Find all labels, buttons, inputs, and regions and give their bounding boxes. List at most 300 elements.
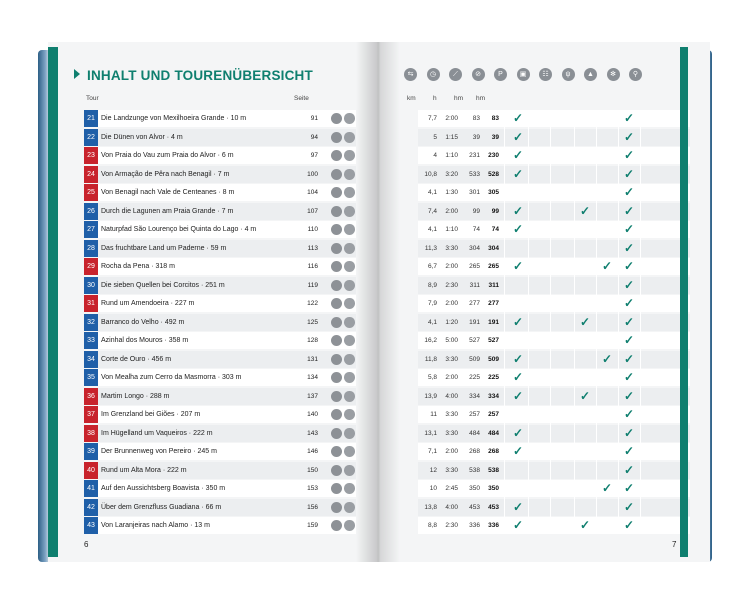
cell-km: 13,8 bbox=[424, 503, 437, 511]
cell-h: 1:30 bbox=[445, 189, 458, 196]
suitability-icon bbox=[344, 298, 355, 309]
cell-km: 4 bbox=[433, 152, 437, 159]
table-row bbox=[418, 295, 690, 312]
check-mark: ✓ bbox=[513, 111, 524, 125]
tour-number: 33 bbox=[84, 332, 98, 349]
cell-km: 4,1 bbox=[427, 189, 437, 196]
column-separator bbox=[504, 110, 505, 518]
tour-name: Von Mealha zum Cerro da Masmorra · 303 m bbox=[101, 374, 242, 381]
tour-number: 26 bbox=[84, 203, 98, 220]
difficulty-icon bbox=[331, 150, 342, 161]
table-row bbox=[418, 203, 690, 220]
check-mark: ✓ bbox=[580, 388, 591, 403]
tour-page: 134 bbox=[307, 374, 318, 381]
column-separator bbox=[596, 110, 597, 518]
table-row bbox=[84, 480, 356, 497]
cell-hm2: 538 bbox=[488, 466, 499, 474]
cell-hm2: 350 bbox=[488, 485, 499, 492]
cell-h: 1:15 bbox=[445, 133, 458, 141]
cell-km: 4,1 bbox=[427, 318, 437, 326]
tour-name: Von Laranjeiras nach Alamo · 13 m bbox=[101, 522, 210, 529]
tour-name: Von Praia do Vau zum Praia do Alvor · 6 m bbox=[101, 152, 234, 159]
table-row bbox=[84, 184, 356, 201]
tour-page: 110 bbox=[307, 226, 318, 233]
cell-h: 3:30 bbox=[445, 355, 458, 363]
check-mark: ✓ bbox=[602, 259, 613, 273]
cell-h: 3:30 bbox=[445, 411, 458, 418]
tour-number: 40 bbox=[84, 462, 98, 479]
cell-km: 6,7 bbox=[427, 263, 437, 270]
check-mark: ✓ bbox=[513, 351, 524, 366]
cell-hm2: 83 bbox=[491, 115, 499, 122]
table-row bbox=[84, 406, 356, 423]
cell-hm1: 225 bbox=[469, 374, 480, 381]
header-tour: Tour bbox=[86, 95, 99, 102]
cell-h: 1:10 bbox=[445, 226, 458, 233]
suitability-icon bbox=[344, 520, 355, 531]
tour-name: Corte de Ouro · 456 m bbox=[101, 355, 172, 363]
table-row bbox=[418, 499, 690, 516]
difficulty-icon bbox=[331, 243, 342, 254]
tour-name: Die Dünen von Alvor · 4 m bbox=[101, 133, 183, 141]
table-row bbox=[418, 443, 690, 460]
difficulty-icon bbox=[331, 113, 342, 124]
cell-km: 8,9 bbox=[427, 281, 437, 289]
difficulty-icon bbox=[331, 335, 342, 346]
cell-hm1: 191 bbox=[469, 318, 480, 326]
cell-km: 11,8 bbox=[424, 355, 437, 363]
cell-km: 7,4 bbox=[427, 207, 437, 215]
cell-hm1: 231 bbox=[469, 152, 480, 159]
tour-name: Die sieben Quellen bei Corcitos · 251 m bbox=[101, 281, 225, 289]
snowflake-icon: ✻ bbox=[607, 68, 620, 81]
tour-number: 36 bbox=[84, 388, 98, 405]
check-mark: ✓ bbox=[624, 111, 635, 125]
difficulty-icon bbox=[331, 132, 342, 143]
page-number-right: 7 bbox=[672, 540, 677, 549]
check-mark: ✓ bbox=[580, 518, 591, 532]
cell-hm1: 336 bbox=[469, 522, 480, 529]
cell-h: 2:00 bbox=[445, 115, 458, 122]
check-mark: ✓ bbox=[624, 277, 635, 292]
cell-hm2: 265 bbox=[488, 263, 499, 270]
cell-hm1: 301 bbox=[469, 189, 480, 196]
suitability-icon bbox=[344, 372, 355, 383]
difficulty-icon bbox=[331, 465, 342, 476]
cell-hm1: 277 bbox=[469, 300, 480, 307]
tour-page: 137 bbox=[307, 392, 318, 400]
cell-hm1: 304 bbox=[469, 244, 480, 252]
cell-km: 5 bbox=[433, 133, 437, 141]
tour-number: 22 bbox=[84, 129, 98, 146]
tour-name: Rund um Alta Mora · 222 m bbox=[101, 466, 187, 474]
table-row bbox=[84, 388, 356, 405]
check-mark: ✓ bbox=[624, 296, 635, 310]
bicycle-icon: ⚲ bbox=[629, 68, 642, 81]
header-h: h bbox=[433, 95, 437, 102]
difficulty-icon bbox=[331, 520, 342, 531]
check-mark: ✓ bbox=[513, 314, 524, 329]
table-row bbox=[84, 332, 356, 349]
tour-page: 153 bbox=[307, 485, 318, 492]
open-book bbox=[38, 42, 712, 570]
tour-page: 150 bbox=[307, 466, 318, 474]
difficulty-icon bbox=[331, 409, 342, 420]
cell-km: 16,2 bbox=[424, 337, 437, 344]
tour-page: 104 bbox=[307, 189, 318, 196]
tour-number: 42 bbox=[84, 499, 98, 516]
table-row bbox=[84, 258, 356, 275]
tour-number: 25 bbox=[84, 184, 98, 201]
cell-h: 1:10 bbox=[445, 152, 458, 159]
table-row bbox=[418, 110, 690, 127]
suitability-icon bbox=[344, 483, 355, 494]
cell-hm2: 268 bbox=[488, 448, 499, 455]
tour-page: 91 bbox=[310, 115, 318, 122]
suitability-icon bbox=[344, 150, 355, 161]
tour-page: 113 bbox=[307, 244, 318, 252]
tour-name: Von Armação de Pêra nach Benagil · 7 m bbox=[101, 170, 230, 178]
difficulty-icon bbox=[331, 428, 342, 439]
cell-hm2: 39 bbox=[491, 133, 499, 141]
table-row bbox=[84, 443, 356, 460]
check-mark: ✓ bbox=[513, 166, 524, 181]
check-mark: ✓ bbox=[624, 444, 635, 458]
cell-hm1: 257 bbox=[469, 411, 480, 418]
tour-name: Barranco do Velho · 492 m bbox=[101, 318, 185, 326]
tour-number: 43 bbox=[84, 517, 98, 534]
cell-km: 12 bbox=[429, 466, 437, 474]
check-mark: ✓ bbox=[624, 259, 635, 273]
cell-h: 1:20 bbox=[445, 318, 458, 326]
cell-km: 7,9 bbox=[427, 300, 437, 307]
cell-hm2: 191 bbox=[488, 318, 499, 326]
check-mark: ✓ bbox=[624, 203, 635, 218]
header-hm2: hm bbox=[476, 95, 486, 102]
cell-hm2: 304 bbox=[488, 244, 499, 252]
check-mark: ✓ bbox=[624, 388, 635, 403]
table-row bbox=[418, 425, 690, 442]
signpost-icon: ⇆ bbox=[404, 68, 417, 81]
table-row bbox=[418, 240, 690, 257]
table-row bbox=[418, 406, 690, 423]
header-seite: Seite bbox=[294, 95, 309, 102]
tour-page: 143 bbox=[307, 429, 318, 437]
tour-number: 38 bbox=[84, 425, 98, 442]
difficulty-icon bbox=[331, 298, 342, 309]
suitability-icon bbox=[344, 206, 355, 217]
check-mark: ✓ bbox=[624, 314, 635, 329]
suitability-icon bbox=[344, 465, 355, 476]
check-mark: ✓ bbox=[513, 222, 524, 236]
tour-page: 100 bbox=[307, 170, 318, 178]
table-row bbox=[418, 258, 690, 275]
difficulty-icon bbox=[331, 354, 342, 365]
suitability-icon bbox=[344, 354, 355, 365]
tour-page: 107 bbox=[307, 207, 318, 215]
check-mark: ✓ bbox=[624, 407, 635, 421]
table-row bbox=[418, 480, 690, 497]
check-mark: ✓ bbox=[624, 462, 635, 477]
cell-hm1: 527 bbox=[469, 337, 480, 344]
tour-page: 119 bbox=[307, 281, 318, 289]
check-mark: ✓ bbox=[624, 518, 635, 532]
tour-page: 94 bbox=[310, 133, 318, 141]
suitability-icon bbox=[344, 224, 355, 235]
cell-h: 3:30 bbox=[445, 429, 458, 437]
page-title bbox=[74, 68, 313, 83]
check-mark: ✓ bbox=[513, 444, 524, 458]
tour-number: 23 bbox=[84, 147, 98, 164]
cell-km: 10 bbox=[429, 485, 437, 492]
header-km: km bbox=[407, 95, 416, 102]
table-row bbox=[84, 499, 356, 516]
table-row bbox=[84, 295, 356, 312]
check-mark: ✓ bbox=[624, 370, 635, 384]
tour-number: 21 bbox=[84, 110, 98, 127]
difficulty-icon bbox=[331, 372, 342, 383]
cell-hm2: 453 bbox=[488, 503, 499, 511]
cell-h: 3:30 bbox=[445, 244, 458, 252]
green-edge-bar-right bbox=[680, 47, 688, 557]
cell-hm1: 453 bbox=[469, 503, 480, 511]
cell-h: 2:00 bbox=[445, 207, 458, 215]
check-mark: ✓ bbox=[602, 481, 613, 495]
check-mark: ✓ bbox=[513, 129, 524, 144]
cell-hm2: 277 bbox=[488, 300, 499, 307]
tour-number: 24 bbox=[84, 166, 98, 183]
clock-icon: ◷ bbox=[427, 68, 440, 81]
check-mark: ✓ bbox=[624, 481, 635, 495]
suitability-icon bbox=[344, 187, 355, 198]
difficulty-icon bbox=[331, 317, 342, 328]
tour-page: 146 bbox=[307, 448, 318, 455]
cell-km: 13,9 bbox=[424, 392, 437, 400]
tour-name: Über dem Grenzfluss Guadiana · 66 m bbox=[101, 503, 222, 511]
cell-h: 3:20 bbox=[445, 170, 458, 178]
check-mark: ✓ bbox=[513, 370, 524, 384]
cell-hm1: 533 bbox=[469, 170, 480, 178]
tour-name: Im Hügelland um Vaqueiros · 222 m bbox=[101, 429, 213, 437]
right-page bbox=[378, 42, 710, 562]
summit-icon: ▲ bbox=[584, 68, 597, 81]
difficulty-icon bbox=[331, 280, 342, 291]
column-separator bbox=[550, 110, 551, 518]
table-row bbox=[418, 351, 690, 368]
cell-hm1: 39 bbox=[472, 133, 480, 141]
check-mark: ✓ bbox=[513, 388, 524, 403]
tour-page: 159 bbox=[307, 522, 318, 529]
check-mark: ✓ bbox=[624, 425, 635, 440]
cell-hm1: 311 bbox=[469, 281, 480, 289]
table-row bbox=[84, 129, 356, 146]
table-row bbox=[418, 147, 690, 164]
tour-number: 30 bbox=[84, 277, 98, 294]
tour-page: 116 bbox=[307, 263, 318, 270]
title-arrow-icon bbox=[74, 69, 80, 79]
tour-name: Rocha da Pena · 318 m bbox=[101, 263, 175, 270]
cell-hm2: 527 bbox=[488, 337, 499, 344]
cell-hm2: 99 bbox=[491, 207, 499, 215]
suitability-icon bbox=[344, 132, 355, 143]
difficulty-icon bbox=[331, 187, 342, 198]
table-row bbox=[84, 277, 356, 294]
tour-number: 34 bbox=[84, 351, 98, 368]
cell-hm2: 305 bbox=[488, 189, 499, 196]
cell-h: 2:30 bbox=[445, 522, 458, 529]
table-row bbox=[84, 517, 356, 534]
cell-hm2: 311 bbox=[488, 281, 499, 289]
table-row bbox=[418, 221, 690, 238]
cell-hm2: 336 bbox=[488, 522, 499, 529]
page-number-left: 6 bbox=[84, 540, 89, 549]
cell-hm1: 334 bbox=[469, 392, 480, 400]
tour-name: Rund um Amendoeira · 227 m bbox=[101, 300, 195, 307]
column-separator bbox=[618, 110, 619, 518]
cell-hm1: 538 bbox=[469, 466, 480, 474]
check-mark: ✓ bbox=[580, 203, 591, 218]
check-mark: ✓ bbox=[624, 222, 635, 236]
check-mark: ✓ bbox=[580, 314, 591, 329]
cell-hm2: 257 bbox=[488, 411, 499, 418]
table-row bbox=[84, 203, 356, 220]
cell-h: 4:00 bbox=[445, 392, 458, 400]
tour-number: 27 bbox=[84, 221, 98, 238]
cell-hm2: 230 bbox=[488, 152, 499, 159]
suitability-icon bbox=[344, 113, 355, 124]
parking-icon: P bbox=[494, 68, 507, 81]
check-mark: ✓ bbox=[624, 148, 635, 162]
cell-km: 8,8 bbox=[427, 522, 437, 529]
no-bike-icon: ⊘ bbox=[472, 68, 485, 81]
table-row bbox=[84, 240, 356, 257]
table-row bbox=[84, 110, 356, 127]
difficulty-icon bbox=[331, 224, 342, 235]
cell-km: 5,8 bbox=[427, 374, 437, 381]
title-text: INHALT UND TOURENÜBERSICHT bbox=[87, 68, 313, 83]
suitability-icon bbox=[344, 317, 355, 328]
table-row bbox=[84, 462, 356, 479]
slope-icon: ⟋ bbox=[449, 68, 462, 81]
cell-km: 7,1 bbox=[427, 448, 437, 455]
suitability-icon bbox=[344, 335, 355, 346]
cell-hm2: 74 bbox=[491, 226, 499, 233]
check-mark: ✓ bbox=[513, 148, 524, 162]
table-row bbox=[418, 517, 690, 534]
tour-page: 156 bbox=[307, 503, 318, 511]
cell-hm1: 265 bbox=[469, 263, 480, 270]
difficulty-icon bbox=[331, 483, 342, 494]
table-row bbox=[418, 184, 690, 201]
column-separator bbox=[528, 110, 529, 518]
table-row bbox=[84, 314, 356, 331]
suitability-icon bbox=[344, 391, 355, 402]
check-mark: ✓ bbox=[513, 259, 524, 273]
cell-hm1: 268 bbox=[469, 448, 480, 455]
suitability-icon bbox=[344, 446, 355, 457]
cell-km: 10,8 bbox=[424, 170, 437, 178]
header-hm1: hm bbox=[454, 95, 464, 102]
cell-km: 7,7 bbox=[427, 115, 437, 122]
tour-name: Martim Longo · 288 m bbox=[101, 392, 170, 400]
suitability-icon bbox=[344, 502, 355, 513]
check-mark: ✓ bbox=[624, 333, 635, 347]
cell-hm2: 225 bbox=[488, 374, 499, 381]
check-mark: ✓ bbox=[624, 129, 635, 144]
suitability-icon bbox=[344, 169, 355, 180]
difficulty-icon bbox=[331, 391, 342, 402]
check-mark: ✓ bbox=[513, 203, 524, 218]
cell-h: 2:45 bbox=[445, 485, 458, 492]
tour-number: 28 bbox=[84, 240, 98, 257]
cell-hm1: 83 bbox=[472, 115, 480, 122]
cell-hm2: 528 bbox=[488, 170, 499, 178]
tour-number: 39 bbox=[84, 443, 98, 460]
difficulty-icon bbox=[331, 446, 342, 457]
check-mark: ✓ bbox=[624, 185, 635, 199]
difficulty-icon bbox=[331, 169, 342, 180]
table-row bbox=[418, 166, 690, 183]
check-mark: ✓ bbox=[513, 499, 524, 514]
table-row bbox=[84, 369, 356, 386]
cell-hm2: 484 bbox=[488, 429, 499, 437]
check-mark: ✓ bbox=[624, 166, 635, 181]
suitability-icon bbox=[344, 261, 355, 272]
table-row bbox=[84, 166, 356, 183]
left-page bbox=[48, 42, 378, 562]
difficulty-icon bbox=[331, 206, 342, 217]
cell-hm1: 509 bbox=[469, 355, 480, 363]
cell-h: 4:00 bbox=[445, 503, 458, 511]
cell-h: 2:00 bbox=[445, 448, 458, 455]
table-row bbox=[84, 147, 356, 164]
cell-h: 2:00 bbox=[445, 300, 458, 307]
difficulty-icon bbox=[331, 261, 342, 272]
cable-car-icon: ☷ bbox=[539, 68, 552, 81]
table-row bbox=[84, 425, 356, 442]
check-mark: ✓ bbox=[624, 240, 635, 255]
table-row bbox=[418, 277, 690, 294]
cell-hm1: 99 bbox=[472, 207, 480, 215]
bus-icon: ▣ bbox=[517, 68, 530, 81]
tour-name: Der Brunnenweg von Pereiro · 245 m bbox=[101, 448, 217, 455]
table-row bbox=[418, 332, 690, 349]
column-separator bbox=[640, 110, 641, 518]
tour-number: 35 bbox=[84, 369, 98, 386]
table-row bbox=[418, 314, 690, 331]
tour-page: 97 bbox=[310, 152, 318, 159]
check-mark: ✓ bbox=[513, 425, 524, 440]
check-mark: ✓ bbox=[624, 499, 635, 514]
cell-h: 5:00 bbox=[445, 337, 458, 344]
cell-km: 11 bbox=[430, 411, 437, 418]
table-row bbox=[418, 388, 690, 405]
table-row bbox=[418, 369, 690, 386]
cell-h: 2:00 bbox=[445, 374, 458, 381]
tour-page: 122 bbox=[307, 300, 318, 307]
suitability-icon bbox=[344, 243, 355, 254]
restaurant-icon: ψ bbox=[562, 68, 575, 81]
table-row bbox=[84, 351, 356, 368]
difficulty-icon bbox=[331, 502, 342, 513]
tour-name: Von Benagil nach Vale de Centeanes · 8 m bbox=[101, 189, 235, 196]
cell-h: 2:30 bbox=[445, 281, 458, 289]
cell-hm2: 509 bbox=[488, 355, 499, 363]
suitability-icon bbox=[344, 409, 355, 420]
tour-number: 41 bbox=[84, 480, 98, 497]
tour-page: 128 bbox=[307, 337, 318, 344]
tour-name: Durch die Lagunen am Praia Grande · 7 m bbox=[101, 207, 234, 215]
